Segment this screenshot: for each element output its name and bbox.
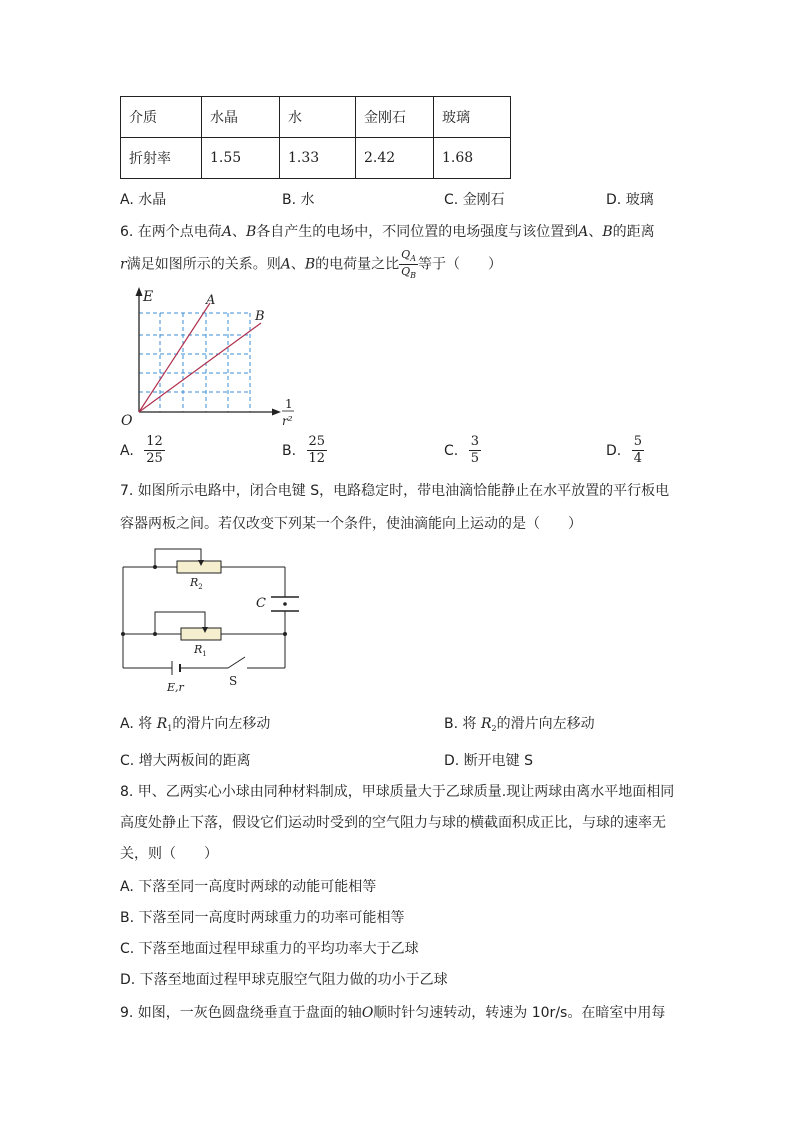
option-fraction <box>632 434 644 468</box>
var-a: A <box>280 256 291 273</box>
frac-den: 12 <box>308 451 326 467</box>
frac-num: Q <box>401 248 411 261</box>
text: 满足如图所示的关系。则 <box>126 256 281 273</box>
var-sub: 2 <box>491 724 497 733</box>
option-text: 水晶 <box>138 192 167 208</box>
q7-option-d[interactable] <box>444 750 533 770</box>
table-cell: 2.42 <box>356 138 434 179</box>
text: 、 <box>290 256 305 273</box>
text: 各自产生的电场中，不同位置的电场强度与该位置到 <box>256 224 579 240</box>
option-text: 的滑片向左移动 <box>496 716 595 732</box>
q6-stem-line1 <box>120 221 655 241</box>
q6-option-a[interactable] <box>120 434 165 468</box>
q7-option-b[interactable] <box>444 713 595 733</box>
table-header-cell: 金刚石 <box>356 97 434 138</box>
frac-num: 25 <box>307 434 328 451</box>
q8-option-a[interactable]: A. 下落至同一高度时两球的动能可能相等 <box>120 879 377 895</box>
text: 6. 在两个点电荷 <box>120 224 222 240</box>
q7-option-c[interactable] <box>120 750 251 770</box>
option-text: 的滑片向左移动 <box>172 716 271 732</box>
label-c: C <box>256 596 266 611</box>
q6-option-c[interactable] <box>444 434 481 468</box>
table-header-cell: 水 <box>280 97 356 138</box>
table-header-row <box>121 97 511 138</box>
circuit-diagram <box>115 545 305 695</box>
table-header-cell: 玻璃 <box>434 97 511 138</box>
var-a: A <box>221 224 232 240</box>
text: 顺时针匀速转动，转速为 10r/s。在暗室中用每 <box>373 1005 666 1021</box>
q8-option-d[interactable]: D. 下落至地面过程甲球克服空气阻力做的功小于乙球 <box>120 972 448 988</box>
table-cell: 1.55 <box>202 138 280 179</box>
q7-stem-line1: 7. 如图所示电路中，闭合电键 S，电路稳定时，带电油滴恰能静止在水平放置的平行板电 <box>120 483 670 499</box>
label-switch: S <box>229 674 238 688</box>
q7-option-a[interactable] <box>120 713 270 733</box>
option-fraction <box>144 434 165 468</box>
line-a <box>139 303 210 412</box>
var-sub: 1 <box>167 724 173 733</box>
q5-option-d[interactable] <box>606 189 654 209</box>
option-letter: A. <box>120 716 134 732</box>
var-r: R <box>480 716 492 732</box>
option-text: 玻璃 <box>625 192 654 208</box>
option-fraction <box>469 434 481 468</box>
q8-stem-line1: 8. 甲、乙两实心小球由同种材料制成，甲球质量大于乙球质量.现让两球由离水平地面相同 <box>120 784 675 800</box>
frac-num: 3 <box>469 434 481 451</box>
q9-stem-line1 <box>120 1002 665 1022</box>
option-letter: A. <box>120 192 134 208</box>
resistor-r1 <box>181 628 221 640</box>
frac-num: 12 <box>144 434 165 451</box>
q6-option-d[interactable] <box>606 434 644 468</box>
option-text: 增大两板间的距离 <box>138 753 251 769</box>
x-axis-label-den: r² <box>282 414 293 428</box>
q8-option-b[interactable]: B. 下落至同一高度时两球重力的功率可能相等 <box>120 910 405 926</box>
option-text: 断开电键 S <box>463 753 534 769</box>
line-b <box>139 323 261 412</box>
option-fraction <box>307 434 328 468</box>
text: 9. 如图，一灰色圆盘绕垂直于盘面的轴 <box>120 1005 362 1021</box>
frac-den: 5 <box>470 451 479 467</box>
var-r: R <box>156 716 168 732</box>
q5-option-b[interactable] <box>282 189 315 209</box>
y-axis-arrow-icon <box>136 287 143 296</box>
var-a: A <box>578 224 589 240</box>
line-a-label: A <box>206 293 216 308</box>
var-r: r <box>120 256 127 273</box>
text: 、 <box>231 224 246 240</box>
text: 、 <box>588 224 603 240</box>
option-text: 将 <box>462 716 477 732</box>
q5-option-c[interactable] <box>444 189 505 209</box>
table-header-cell: 介质 <box>121 97 202 138</box>
option-letter: B. <box>444 716 459 732</box>
option-text: 将 <box>138 716 153 732</box>
option-letter: D. <box>606 442 622 459</box>
line-b-label: B <box>255 309 265 324</box>
q6-option-b[interactable] <box>282 434 327 468</box>
e-vs-inverse-r2-graph <box>115 285 305 435</box>
q6-stem-line2 <box>120 248 502 281</box>
option-letter: C. <box>444 192 459 208</box>
text: 的距离 <box>612 224 655 240</box>
var-b: B <box>245 224 257 240</box>
frac-den: 25 <box>146 451 163 467</box>
table-row <box>121 138 511 179</box>
option-letter: B. <box>282 192 297 208</box>
x-axis-arrow-icon <box>272 409 281 416</box>
oil-drop-icon <box>283 602 287 606</box>
option-text: 水 <box>300 192 315 208</box>
table-row-label: 折射率 <box>121 138 202 179</box>
frac-den-sub: B <box>410 271 417 280</box>
table-cell: 1.33 <box>280 138 356 179</box>
refractive-index-table <box>120 96 511 179</box>
label-r1: $R_1$ <box>194 643 207 658</box>
q5-option-a[interactable] <box>120 189 166 209</box>
text: 的电荷量之比 <box>315 256 400 273</box>
option-text: 金刚石 <box>462 192 505 208</box>
frac-num: 5 <box>632 434 644 451</box>
text: 等于（ ） <box>418 256 503 273</box>
label-emf: E,r <box>167 681 184 694</box>
option-letter: A. <box>120 442 134 459</box>
frac-den: Q <box>401 265 411 278</box>
option-letter: B. <box>282 442 297 459</box>
q7-stem-line2: 容器两板之间。若仅改变下列某一个条件，使油滴能向上运动的是（ ） <box>120 516 582 532</box>
y-axis-label: E <box>143 289 154 305</box>
var-o: O <box>361 1005 374 1021</box>
x-axis-label-num: 1 <box>285 397 293 411</box>
option-letter: C. <box>444 442 459 459</box>
table-header-cell: 水晶 <box>202 97 280 138</box>
frac-num-sub: A <box>410 254 416 263</box>
origin-label: O <box>121 413 133 429</box>
charge-ratio-fraction <box>399 248 418 281</box>
q8-stem-line2: 高度处静止下落，假设它们运动时受到的空气阻力与球的横截面积成正比，与球的速率无 <box>120 815 666 831</box>
option-letter: C. <box>120 753 135 769</box>
table-cell: 1.68 <box>434 138 511 179</box>
var-b: B <box>304 256 316 273</box>
option-letter: D. <box>606 192 622 208</box>
q8-option-c[interactable]: C. 下落至地面过程甲球重力的平均功率大于乙球 <box>120 941 419 957</box>
label-r2: $R_2$ <box>190 576 203 591</box>
frac-den: 4 <box>633 451 642 467</box>
q8-stem-line3: 关，则（ ） <box>120 846 218 862</box>
var-b: B <box>602 224 613 240</box>
option-letter: D. <box>444 753 460 769</box>
resistor-r2 <box>177 561 221 573</box>
